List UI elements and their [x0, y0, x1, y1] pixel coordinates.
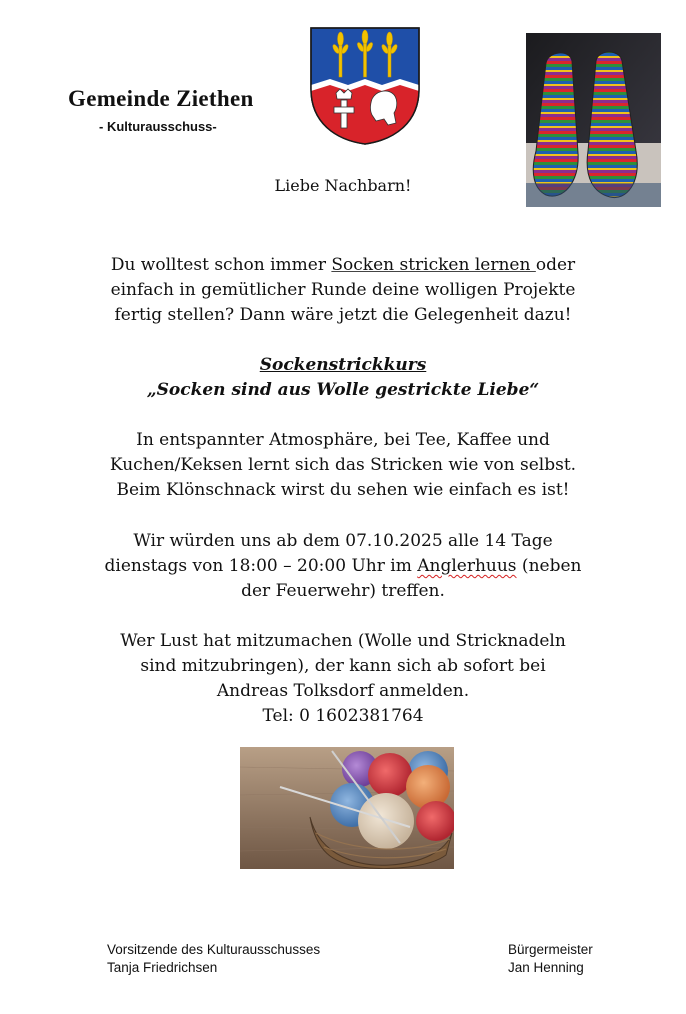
phone-number: Tel: 0 1602381764: [262, 706, 424, 726]
signup-line-2: sind mitzubringen), der kann sich ab sofort bei: [140, 656, 546, 676]
signature-left-role: Vorsitzende des Kulturausschusses: [107, 942, 321, 957]
schedule-line-1: Wir würden uns ab dem 07.10.2025 alle 14 Tage: [133, 531, 553, 551]
signature-right: [508, 941, 593, 977]
course-title: Sockenstrickkurs: [259, 355, 427, 375]
atmosphere-line-3: Beim Klönschnack wirst du sehen wie einfach es ist!: [116, 480, 570, 500]
knitting-highlight: Socken stricken lernen: [331, 255, 536, 275]
venue-name: Anglerhuus: [417, 556, 517, 576]
yarn-basket-photo: [240, 747, 454, 869]
schedule-line-3: der Feuerwehr) treffen.: [241, 581, 445, 601]
intro-line-3: fertig stellen? Dann wäre jetzt die Gelegenheit dazu!: [114, 305, 572, 325]
signature-left-name: Tanja Friedrichsen: [107, 960, 218, 975]
coat-of-arms: [310, 27, 420, 145]
signature-left: [107, 941, 320, 977]
signature-right-name: Jan Henning: [508, 960, 584, 975]
signup-line-3: Andreas Tolksdorf anmelden.: [216, 681, 470, 701]
schedule-line-2: [0, 554, 686, 579]
signup-line-1: Wer Lust hat mitzumachen (Wolle und Stricknadeln: [120, 631, 566, 651]
course-motto: „Socken sind aus Wolle gestrickte Liebe“: [146, 380, 540, 400]
intro-line-1-post: oder: [535, 255, 576, 275]
intro-line-1: [0, 253, 686, 278]
schedule-paragraph: [0, 529, 686, 604]
course-heading: [0, 353, 686, 403]
schedule-line-2-pre: dienstags von 18:00 – 20:00 Uhr im: [104, 556, 418, 576]
atmosphere-paragraph: [0, 428, 686, 503]
org-name: Gemeinde Ziethen: [68, 86, 254, 111]
intro-paragraph: [0, 253, 686, 328]
greeting: Liebe Nachbarn!: [274, 176, 412, 195]
schedule-line-2-post: (neben: [516, 556, 582, 576]
org-subtitle: - Kulturausschuss-: [99, 119, 217, 134]
signature-right-role: Bürgermeister: [508, 942, 593, 957]
intro-line-1-pre: Du wolltest schon immer: [110, 255, 332, 275]
signup-paragraph: [0, 629, 686, 729]
atmosphere-line-1: In entspannter Atmosphäre, bei Tee, Kaffee und: [136, 430, 550, 450]
intro-line-2: einfach in gemütlicher Runde deine wolligen Projekte: [110, 280, 576, 300]
atmosphere-line-2: Kuchen/Keksen lernt sich das Stricken wie von selbst.: [109, 455, 577, 475]
